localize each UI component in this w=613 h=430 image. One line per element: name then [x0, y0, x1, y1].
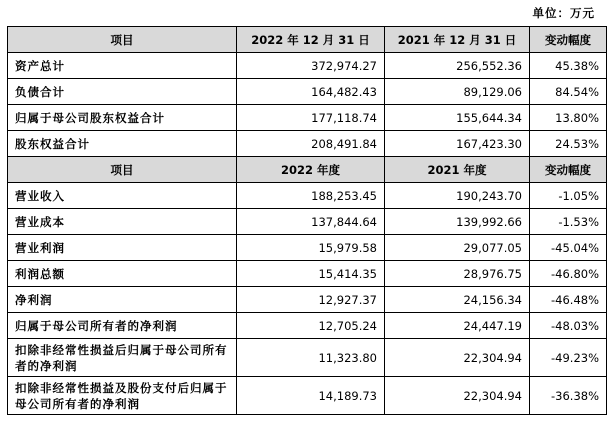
row-label: 归属于母公司股东权益合计: [8, 105, 237, 131]
value-2021: 22,304.94: [385, 377, 530, 415]
change-pct: -46.48%: [530, 287, 607, 313]
table-row: [8, 209, 607, 235]
header-change: 变动幅度: [530, 27, 607, 53]
change-pct: 13.80%: [530, 105, 607, 131]
row-label: 负债合计: [8, 79, 237, 105]
table-row: [8, 287, 607, 313]
change-pct: -49.23%: [530, 339, 607, 377]
value-2021: 89,129.06: [385, 79, 530, 105]
value-2021: 29,077.05: [385, 235, 530, 261]
header-item: 项目: [8, 157, 237, 183]
value-2022: 14,189.73: [237, 377, 385, 415]
value-2021: 155,644.34: [385, 105, 530, 131]
change-pct: -1.53%: [530, 209, 607, 235]
table-row: [8, 313, 607, 339]
header-item: 项目: [8, 27, 237, 53]
value-2022: 12,927.37: [237, 287, 385, 313]
value-2022: 177,118.74: [237, 105, 385, 131]
value-2021: 190,243.70: [385, 183, 530, 209]
table-row: [8, 131, 607, 157]
change-pct: 45.38%: [530, 53, 607, 79]
header-change: 变动幅度: [530, 157, 607, 183]
value-2022: 188,253.45: [237, 183, 385, 209]
change-pct: 24.53%: [530, 131, 607, 157]
change-pct: -45.04%: [530, 235, 607, 261]
value-2021: 22,304.94: [385, 339, 530, 377]
value-2022: 372,974.27: [237, 53, 385, 79]
header-2022: 2022 年度: [237, 157, 385, 183]
row-label: 净利润: [8, 287, 237, 313]
value-2021: 167,423.30: [385, 131, 530, 157]
table-row: [8, 377, 607, 415]
value-2021: 139,992.66: [385, 209, 530, 235]
row-label: 利润总额: [8, 261, 237, 287]
row-label: 扣除非经常性损益后归属于母公司所有者的净利润: [8, 339, 237, 377]
table-row: [8, 183, 607, 209]
change-pct: 84.54%: [530, 79, 607, 105]
value-2021: 24,447.19: [385, 313, 530, 339]
row-label: 资产总计: [8, 53, 237, 79]
value-2022: 137,844.64: [237, 209, 385, 235]
header-2021: 2021 年度: [385, 157, 530, 183]
value-2022: 11,323.80: [237, 339, 385, 377]
income-header-row: [8, 157, 607, 183]
balance-header-row: [8, 27, 607, 53]
table-row: [8, 339, 607, 377]
row-label: 营业利润: [8, 235, 237, 261]
value-2022: 164,482.43: [237, 79, 385, 105]
value-2021: 24,156.34: [385, 287, 530, 313]
value-2022: 15,414.35: [237, 261, 385, 287]
row-label: 归属于母公司所有者的净利润: [8, 313, 237, 339]
row-label: 股东权益合计: [8, 131, 237, 157]
header-2022: 2022 年 12 月 31 日: [237, 27, 385, 53]
change-pct: -1.05%: [530, 183, 607, 209]
value-2022: 208,491.84: [237, 131, 385, 157]
header-2021: 2021 年 12 月 31 日: [385, 27, 530, 53]
financial-table: [7, 26, 607, 415]
unit-label: 单位：万元: [532, 6, 595, 20]
table-row: [8, 79, 607, 105]
value-2022: 12,705.24: [237, 313, 385, 339]
row-label: 扣除非经常性损益及股份支付后归属于母公司所有者的净利润: [8, 377, 237, 415]
row-label: 营业成本: [8, 209, 237, 235]
table-row: [8, 261, 607, 287]
table-row: [8, 53, 607, 79]
table-row: [8, 235, 607, 261]
change-pct: -36.38%: [530, 377, 607, 415]
change-pct: -48.03%: [530, 313, 607, 339]
change-pct: -46.80%: [530, 261, 607, 287]
value-2021: 256,552.36: [385, 53, 530, 79]
value-2021: 28,976.75: [385, 261, 530, 287]
table-row: [8, 105, 607, 131]
value-2022: 15,979.58: [237, 235, 385, 261]
row-label: 营业收入: [8, 183, 237, 209]
